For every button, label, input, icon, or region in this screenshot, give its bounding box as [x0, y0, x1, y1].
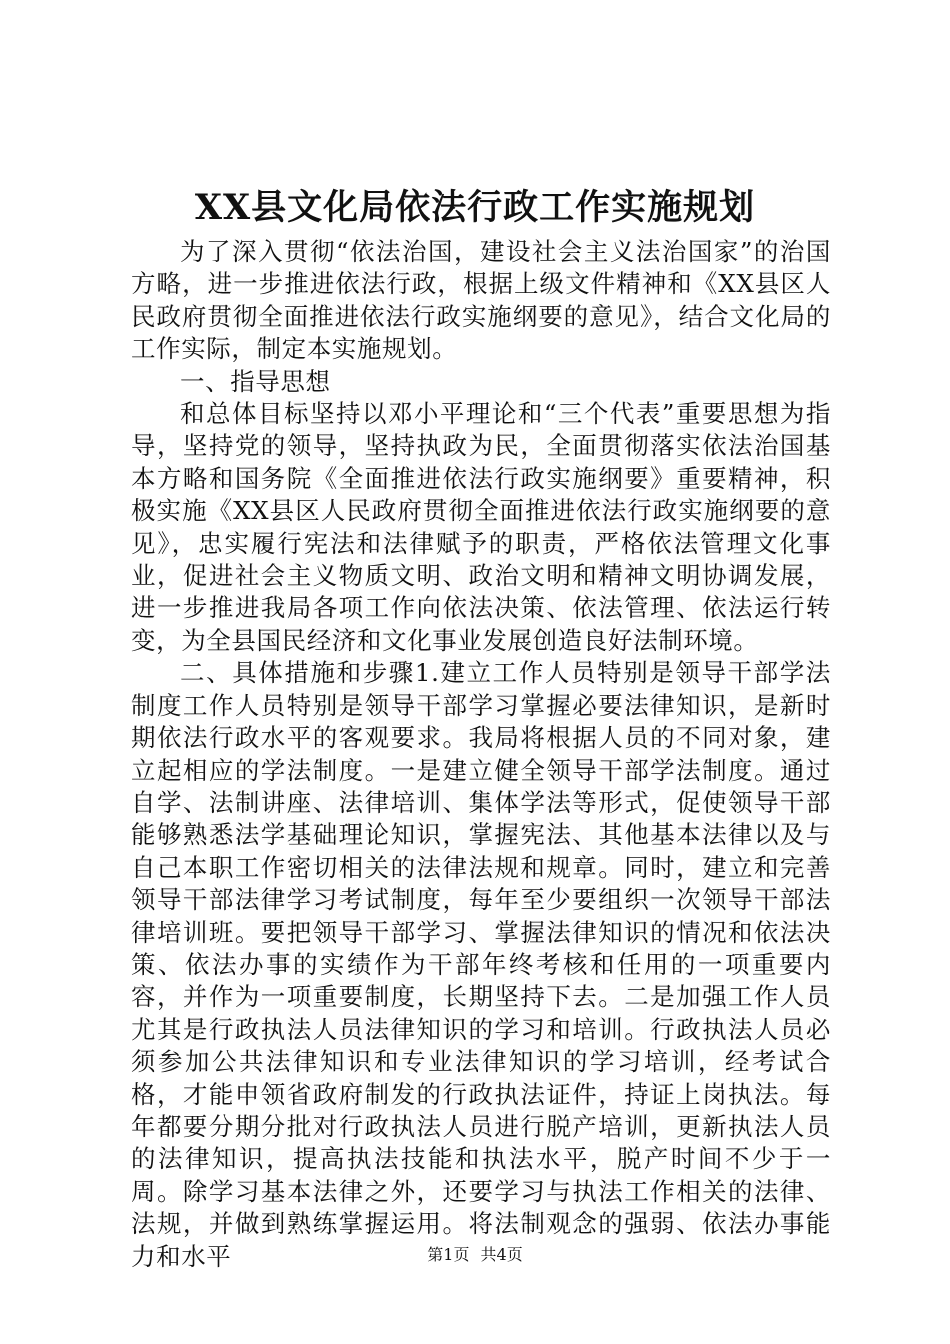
page-number: 第1页 — [427, 1245, 470, 1264]
guiding-thought-paragraph: 和总体目标坚持以邓小平理论和“三个代表”重要思想为指导，坚持党的领导，坚持执政为民，全面贯彻落实依法治国基本方略和国务院《全面推进依法行政实施纲要》重要精神，积极实施《XX县区人民政府贯彻全面推进依法行政实施纲要的意见》，忠实履行宪法和法律赋予的职责，严格依法管理文化事业，促进社会主义物质文明、政治文明和精神文明协调发展，进一步推进我局各项工作向依法决策、依法管理、依法运行转变，为全县国民经济和文化事业发展创造良好法制环境。 — [131, 399, 831, 655]
intro-paragraph: 为了深入贯彻“依法治国，建设社会主义法治国家”的治国方略，进一步推进依法行政，根据上级文件精神和《XX县区人民政府贯彻全面推进依法行政实施纲要的意见》，结合文化局的工作实际，制定本实施规划。 — [131, 237, 831, 364]
page-footer — [0, 1243, 950, 1267]
page-total: 共4页 — [480, 1245, 523, 1264]
measures-paragraph: 二、具体措施和步骤1.建立工作人员特别是领导干部学法制度工作人员特别是领导干部学习掌握必要法律知识，是新时期依法行政水平的客观要求。我局将根据人员的不同对象，建立起相应的学法制度。一是建立健全领导干部学法制度。通过自学、法制讲座、法律培训、集体学法等形式，促使领导干部能够熟悉法学基础理论知识，掌握宪法、其他基本法律以及与自己本职工作密切相关的法律法规和规章。同时，建立和完善领导干部法律学习考试制度，每年至少要组织一次领导干部法律培训班。要把领导干部学习、掌握法律知识的情况和依法决策、依法办事的实绩作为干部年终考核和任用的一项重要内容，并作为一项重要制度，长期坚持下去。二是加强工作人员尤其是行政执法人员法律知识的学习和培训。行政执法人员必须参加公共法律知识和专业法律知识的学习培训，经考试合格，才能申领省政府制发的行政执法证件，持证上岗执法。每年都要分期分批对行政执法人员进行脱产培训，更新执法人员的法律知识，提高执法技能和执法水平，脱产时间不少于一周。除学习基本法律之外，还要学习与执法工作相关的法律、法规，并做到熟练掌握运用。将法制观念的强弱、依法办事能力和水平 — [131, 658, 831, 1271]
document-title: XX县文化局依法行政工作实施规划 — [194, 187, 756, 228]
document-body — [131, 236, 831, 1273]
section-heading-guiding-thought: 一、指导思想 — [180, 366, 331, 396]
